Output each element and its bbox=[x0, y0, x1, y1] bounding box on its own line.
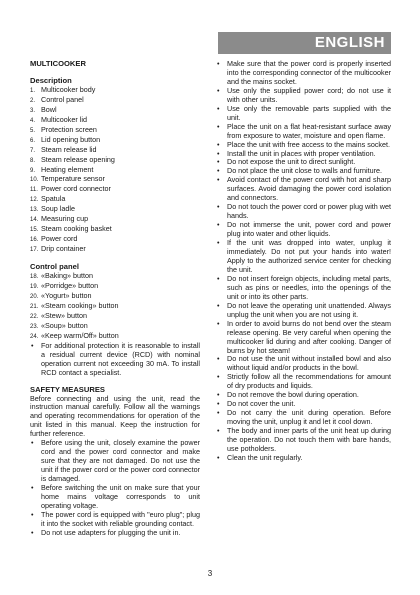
safety-bullet: • Strictly follow all the recommendations for amount of dry products and liquids. bbox=[216, 373, 391, 391]
language-banner bbox=[218, 32, 391, 54]
safety-bullet: • Before using the unit, closely examine the power cord and the power cord connector and make sure that they are not damaged. Do not use the unit if the power cord or the power cord connector is damaged. bbox=[30, 439, 200, 484]
safety-bullet: • In order to avoid burns do not bend over the steam release opening. Be very careful when opening the multicooker lid during and after cooking. Danger of burns by hot steam! bbox=[216, 320, 391, 356]
safety-bullet: • The body and inner parts of the unit heat up during the operation. Do not touch them with bare hands, use potholders. bbox=[216, 427, 391, 454]
description-item-text: Control panel bbox=[41, 94, 84, 104]
right-column bbox=[216, 60, 391, 463]
control-panel-item-text: «Stew» button bbox=[41, 310, 87, 320]
description-item-text: Measuring cup bbox=[41, 214, 89, 224]
safety-bullet: • Use only the removable parts supplied with the unit. bbox=[216, 105, 391, 123]
safety-bullet: • Do not expose the unit to direct sunlight. bbox=[216, 158, 391, 167]
description-item-text: Lid opening button bbox=[41, 134, 101, 144]
description-item-number: 13. bbox=[30, 207, 39, 214]
safety-bullet: • Do not insert foreign objects, including metal parts, such as pins or needles, into the openings of the unit or into its other parts. bbox=[216, 275, 391, 302]
control-panel-item-number: 23. bbox=[30, 323, 39, 330]
description-item-number: 3. bbox=[30, 107, 36, 114]
safety-bullet: • Do not use the unit without installed bowl and also without liquid and/or products in the bowl. bbox=[216, 355, 391, 373]
description-item-number: 8. bbox=[30, 157, 36, 164]
control-panel-item-text: «Steam cooking» button bbox=[41, 300, 119, 310]
description-item-number: 5. bbox=[30, 127, 36, 134]
description-item-text: Steam release opening bbox=[41, 154, 115, 164]
safety-bullet: • Clean the unit regularly. bbox=[216, 454, 391, 463]
description-item-text: Spatula bbox=[41, 194, 66, 204]
safety-bullet: • Do not use adapters for plugging the unit in. bbox=[30, 529, 200, 538]
rcd-note-list bbox=[30, 342, 200, 378]
safety-bullet: • Place the unit with free access to the mains socket. bbox=[216, 141, 391, 150]
product-title: MULTICOOKER bbox=[30, 59, 86, 68]
safety-intro: Before connecting and using the unit, read the instruction manual carefully. Follow all the warnings and operating recommendations for operation of the unit listed in this manual. Keep the instruction for further reference. bbox=[30, 393, 200, 439]
description-item-number: 14. bbox=[30, 217, 39, 224]
description-item-number: 6. bbox=[30, 137, 36, 144]
description-item-text: Protection screen bbox=[41, 124, 97, 134]
safety-bullet: • Make sure that the power cord is properly inserted into the corresponding connector of the multicooker and the mains socket. bbox=[216, 60, 391, 87]
safety-bullet: • Do not leave the operating unit unattended. Always unplug the unit when you are not using it. bbox=[216, 302, 391, 320]
control-panel-item-number: 18. bbox=[30, 274, 39, 281]
description-list bbox=[30, 86, 200, 255]
description-item-number: 9. bbox=[30, 167, 36, 174]
safety-bullets-right bbox=[216, 60, 391, 463]
safety-bullet: • The power cord is equipped with "euro plug"; plug it into the socket with reliable grounding contact. bbox=[30, 511, 200, 529]
description-item-text: Heating element bbox=[41, 164, 94, 174]
description-item-number: 15. bbox=[30, 227, 39, 234]
description-item-text: Multicooker lid bbox=[41, 114, 87, 124]
control-panel-item-text: «Keep warm/Off» button bbox=[41, 330, 119, 340]
safety-bullet: • Use only the supplied power cord; do not use it with other units. bbox=[216, 87, 391, 105]
safety-bullet: • Install the unit in places with proper ventilation. bbox=[216, 150, 391, 159]
description-item-number: 12. bbox=[30, 197, 39, 204]
description-item-number: 7. bbox=[30, 147, 36, 154]
safety-bullet: • Do not carry the unit during operation. Before moving the unit, unplug it and let it cool down. bbox=[216, 409, 391, 427]
description-item-text: Steam cooking basket bbox=[41, 224, 112, 234]
description-item-text: Bowl bbox=[41, 104, 57, 114]
left-column bbox=[30, 60, 200, 538]
safety-bullet: • Avoid contact of the power cord with hot and sharp surfaces. Avoid damaging the power cord isolation and connectors. bbox=[216, 176, 391, 203]
safety-bullet: • Do not touch the power cord or power plug with wet hands. bbox=[216, 203, 391, 221]
control-panel-item-text: «Porridge» button bbox=[41, 281, 99, 291]
control-panel-item-number: 21. bbox=[30, 303, 39, 310]
description-item-text: Multicooker body bbox=[41, 84, 96, 94]
control-panel-list bbox=[30, 272, 200, 342]
page-number: 3 bbox=[207, 569, 213, 578]
description-item-text: Temperature sensor bbox=[41, 174, 105, 184]
control-panel-heading: Control panel bbox=[30, 262, 79, 272]
rcd-note: • For additional protection it is reasonable to install a residual current device (RCD) with nominal operation current not exceeding 30 mA. To install RCD contact a specialist. bbox=[30, 342, 200, 378]
description-item-number: 11. bbox=[30, 187, 38, 194]
language-label: ENGLISH bbox=[314, 34, 385, 51]
description-item-text: Drip container bbox=[41, 244, 86, 254]
description-item bbox=[30, 245, 200, 255]
description-item-number: 2. bbox=[30, 97, 36, 104]
safety-bullet: • Do not remove the bowl during operation. bbox=[216, 391, 391, 400]
description-item-number: 10. bbox=[30, 177, 39, 184]
description-item-text: Power cord connector bbox=[41, 184, 111, 194]
description-item-text: Soup ladle bbox=[41, 204, 75, 214]
control-panel-item-text: «Soup» button bbox=[41, 320, 88, 330]
safety-bullet: • Place the unit on a flat heat-resistant surface away from exposure to water, moisture and open flame. bbox=[216, 123, 391, 141]
control-panel-item-text: «Baking» button bbox=[41, 271, 93, 281]
description-item-text: Power cord bbox=[41, 234, 78, 244]
control-panel-item-number: 20. bbox=[30, 293, 39, 300]
safety-heading: SAFETY MEASURES bbox=[30, 384, 105, 394]
safety-bullet: • Do not place the unit close to walls and furniture. bbox=[216, 167, 391, 176]
description-item-number: 17. bbox=[30, 247, 39, 254]
safety-bullets-left bbox=[30, 439, 200, 537]
description-item-text: Steam release lid bbox=[41, 144, 97, 154]
safety-bullet: • Before switching the unit on make sure that your home mains voltage corresponds to unit operating voltage. bbox=[30, 484, 200, 511]
description-item-number: 16. bbox=[30, 237, 39, 244]
safety-bullet: • Do not immerse the unit, power cord and power plug into water and other liquids. bbox=[216, 221, 391, 239]
safety-bullet: • If the unit was dropped into water, unplug it immediately. Do not put your hands into water! Apply to the authorized service center for checking the unit. bbox=[216, 239, 391, 275]
control-panel-item-number: 22. bbox=[30, 313, 39, 320]
control-panel-item-number: 24. bbox=[30, 333, 39, 340]
description-heading: Description bbox=[30, 75, 72, 85]
description-item-number: 1. bbox=[30, 87, 36, 94]
safety-bullet: • Do not cover the unit. bbox=[216, 400, 391, 409]
control-panel-item-number: 19. bbox=[30, 284, 39, 291]
description-item-number: 4. bbox=[30, 117, 36, 124]
control-panel-item-text: «Yogurt» button bbox=[41, 290, 92, 300]
